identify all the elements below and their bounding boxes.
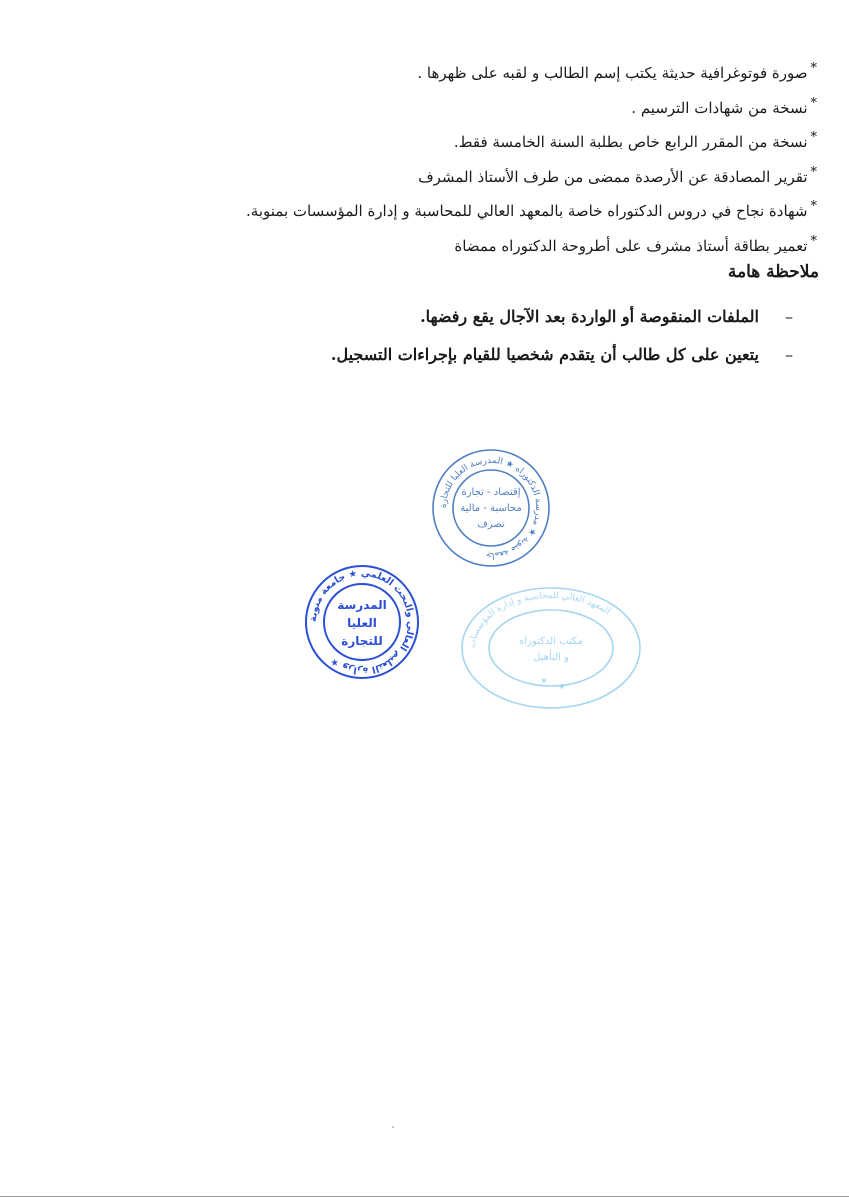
stamp-ring-text: وزارة التعليم العالي والبحث العلمي ★ جامعة منوبة ★ (307, 567, 417, 677)
stamp-center-line: محاسبة - مالية (460, 503, 522, 514)
stamp-ring-text: المعهد العالي للمحاسبة و إدارة المؤسسات (467, 590, 612, 649)
requirement-item: *نسخة من المقرر الرابع خاص بطلبة السنة الخامسة فقط. (453, 130, 817, 151)
stamp-center-line: العليا (347, 616, 377, 630)
requirement-item: *تقرير المصادقة عن الأرصدة ممضى من طرف الأستاذ المشرف (418, 164, 817, 186)
stamp-star-mark: ★ (558, 682, 566, 691)
doctorate-office-stamp (458, 584, 644, 712)
important-note-title: ملاحظة هامة (727, 262, 819, 282)
bullet-star: * (810, 233, 817, 249)
important-notes-list (93, 298, 793, 374)
requirements-list (57, 52, 817, 259)
bullet-star: * (810, 61, 817, 76)
note-item: –الملفات المنقوصة أو الواردة بعد الآجال يقع رفضها. (93, 298, 793, 336)
requirement-item: *تعمير بطاقة أستاذ مشرف على أطروحة الدكتوراه ممضاة (454, 233, 817, 255)
business-school-stamp (303, 563, 421, 681)
stamp-star-mark: ★ (540, 676, 548, 685)
doctoral-school-stamp (430, 447, 552, 569)
scan-speck (392, 1126, 394, 1128)
dash-bullet: – (785, 307, 793, 326)
bullet-star: * (810, 95, 817, 111)
bottom-edge-line (0, 1196, 849, 1197)
stamp-center-line: مكتب الدكتوراه (519, 636, 583, 647)
bullet-star: * (810, 164, 817, 180)
stamp-ring-text: جامعة منوبة ★ مدرسة الدكتوراه ★ المدرسة العليا للتجارة (438, 455, 544, 561)
stamp-center-line: إقتصاد - تجارة (461, 487, 521, 498)
bullet-star: * (810, 199, 817, 214)
stamp-center-line: المدرسة (337, 598, 387, 612)
note-item: –يتعين على كل طالب أن يتقدم شخصيا للقيام بإجراءات التسجيل. (93, 336, 793, 374)
requirement-item: *شهادة نجاح في دروس الدكتوراه خاصة بالمعهد العالي للمحاسبة و إدارة المؤسسات بمنوبة. (246, 199, 817, 220)
bullet-star: * (810, 130, 817, 145)
requirement-item: *نسخة من شهادات الترسيم . (631, 95, 817, 117)
stamp-center-line: تصرف (477, 519, 505, 530)
requirement-item: *صورة فوتوغرافية حديثة يكتب إسم الطالب و لقبه على ظهرها . (417, 61, 817, 82)
stamp-center-line: للتجارة (341, 634, 383, 648)
dash-bullet: – (785, 345, 793, 364)
stamp-center-line: و التأهيل (533, 652, 569, 663)
